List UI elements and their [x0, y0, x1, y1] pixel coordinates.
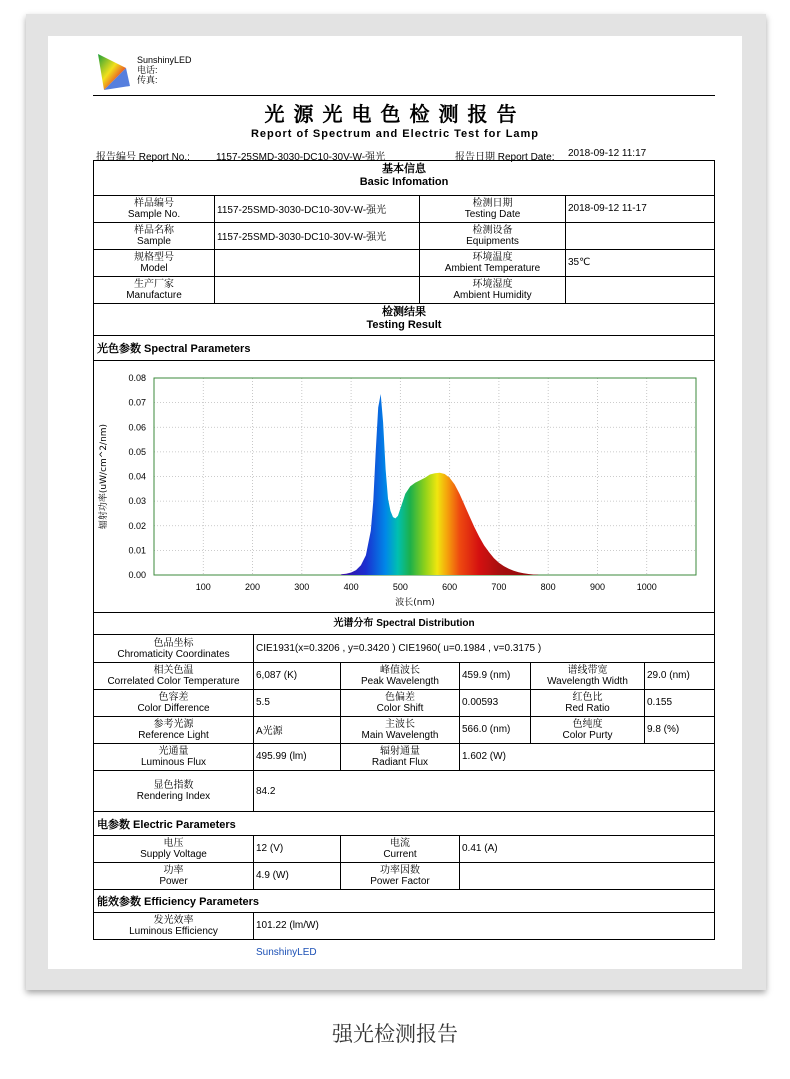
current-label [341, 835, 459, 862]
header-divider [93, 95, 715, 96]
divider [419, 195, 420, 303]
radiant-flux-value: 1.602 (W) [462, 751, 506, 762]
power-label-en: Power [159, 875, 188, 887]
divider [459, 835, 460, 889]
x-tick-label: 700 [491, 582, 507, 592]
divider [253, 912, 254, 939]
basic-label-en: Ambient Temperature [444, 262, 541, 274]
divider [93, 222, 715, 223]
basic-title-en: Basic Infomation [359, 176, 449, 188]
divider [459, 662, 460, 770]
basic-label-en: Sample No. [127, 208, 181, 220]
param-label-en: Reference Light [138, 729, 209, 741]
param-label [341, 662, 459, 689]
divider [253, 635, 254, 811]
x-tick-label: 800 [540, 582, 556, 592]
param-label [531, 716, 644, 743]
param-label [94, 662, 253, 689]
report-no-label: 报告编号 Report No.: [96, 152, 190, 163]
param-label-en: Wavelength Width [547, 675, 628, 687]
basic-label-en: Equipments [466, 235, 519, 247]
spectral-section-title: 光色参数 Spectral Parameters [97, 343, 251, 355]
flux-label [94, 743, 253, 770]
report-title-en: Report of Spectrum and Electric Test for Lamp [250, 128, 540, 140]
power-factor-label-cn: 功率因数 [380, 864, 420, 876]
param-label [341, 716, 459, 743]
basic-label [94, 222, 214, 249]
flux-label-cn: 光通量 [158, 745, 189, 757]
efficiency-value: 101.22 (lm/W) [256, 920, 319, 931]
y-tick-label: 0.02 [128, 520, 146, 531]
basic-label-en: Manufacture [126, 289, 182, 301]
x-axis-label: 波长(nm) [395, 598, 435, 608]
x-tick-label: 300 [294, 582, 310, 592]
basic-label-cn: 检测日期 [472, 197, 513, 209]
param-label [341, 689, 459, 716]
chromaticity-label-cn: 色品坐标 [153, 637, 194, 649]
basic-info-header [94, 163, 714, 189]
basic-label-cn: 生产厂家 [134, 278, 174, 290]
param-value: 6,087 (K) [256, 670, 298, 681]
divider [93, 303, 715, 304]
voltage-label-en: Supply Voltage [140, 848, 207, 860]
radiant-flux-label-cn: 辐射通量 [380, 745, 420, 757]
param-value: A光源 [256, 726, 283, 737]
param-label [531, 689, 644, 716]
flux-value: 495.99 (lm) [256, 751, 307, 762]
x-tick-label: 500 [392, 582, 408, 592]
y-tick-label: 0.05 [128, 446, 146, 457]
power-factor-value [460, 862, 712, 889]
basic-value [215, 276, 421, 303]
page-caption: 强光检测报告 [332, 1022, 458, 1046]
param-value: 566.0 (nm) [462, 724, 511, 735]
radiant-flux-label [341, 743, 459, 770]
fax-label: 传真: [137, 75, 158, 85]
param-value: 0.155 [647, 697, 673, 708]
param-label-cn: 峰值波长 [380, 664, 420, 676]
param-label-en: Color Shift [376, 702, 424, 714]
report-date-label: 报告日期 Report Date: [455, 152, 555, 163]
phone-label: 电话: [137, 65, 158, 75]
basic-value: 1157-25SMD-3030-DC10-30V-W-强光 [217, 205, 387, 216]
param-label-cn: 色偏差 [385, 691, 415, 703]
y-tick-label: 0.01 [128, 545, 146, 556]
param-label-cn: 谱线带宽 [567, 664, 608, 676]
x-tick-label: 400 [343, 582, 359, 592]
y-tick-label: 0.03 [128, 496, 146, 507]
basic-label [420, 222, 565, 249]
param-value: 9.8 (%) [647, 724, 680, 735]
divider [93, 276, 715, 277]
x-tick-label: 200 [245, 582, 261, 592]
chromaticity-label [94, 635, 253, 662]
chromaticity-value: CIE1931(x=0.3206 , y=0.3420 ) CIE1960( u=0.1984 , v=0.3175 ) [256, 643, 542, 654]
chromaticity-label-en: Chromaticity Coordinates [117, 648, 230, 660]
power-label [94, 862, 253, 889]
footer-brand: SunshinyLED [256, 947, 317, 958]
divider [644, 662, 645, 743]
param-label-cn: 主波长 [385, 718, 415, 730]
power-label-cn: 功率 [163, 864, 184, 876]
basic-label-cn: 环境温度 [472, 251, 513, 263]
divider [340, 835, 341, 889]
result-title-cn: 检测结果 [382, 306, 426, 318]
y-axis-label: 辐射功率(uW/cm^2/nm) [99, 423, 109, 530]
rendering-value: 84.2 [256, 785, 276, 797]
basic-title-cn: 基本信息 [382, 163, 426, 175]
param-label-cn: 参考光源 [153, 718, 194, 730]
current-value: 0.41 (A) [462, 843, 498, 854]
y-tick-label: 0.00 [128, 570, 146, 580]
basic-value [566, 276, 714, 303]
basic-value: 2018-09-12 11-17 [568, 203, 647, 214]
param-label-cn: 相关色温 [153, 664, 194, 676]
x-tick-label: 1000 [636, 582, 657, 592]
param-label-cn: 色容差 [158, 691, 189, 703]
x-tick-label: 100 [195, 582, 211, 592]
basic-label [94, 276, 214, 303]
basic-label-en: Ambient Humidity [453, 289, 532, 301]
basic-label-cn: 环境湿度 [472, 278, 513, 290]
basic-label-cn: 规格型号 [134, 251, 174, 263]
power-factor-label-en: Power Factor [370, 875, 430, 887]
power-value: 4.9 (W) [256, 870, 289, 881]
param-label [531, 662, 644, 689]
basic-label-cn: 样品名称 [134, 224, 174, 236]
param-label [94, 716, 253, 743]
radiant-flux-label-en: Radiant Flux [371, 756, 429, 768]
basic-label-cn: 样品编号 [134, 197, 174, 209]
flux-label-en: Luminous Flux [140, 756, 207, 768]
basic-label [94, 249, 214, 276]
divider [93, 612, 715, 613]
basic-value: 1157-25SMD-3030-DC10-30V-W-强光 [217, 232, 387, 243]
report-no: 1157-25SMD-3030-DC10-30V-W-强光 [216, 152, 386, 163]
basic-label-cn: 检测设备 [472, 224, 513, 236]
company-logo [94, 46, 134, 96]
param-value: 459.9 (nm) [462, 670, 511, 681]
param-value: 5.5 [256, 697, 270, 708]
power-factor-label [341, 862, 459, 889]
basic-label [420, 195, 565, 222]
param-label-en: Color Purty [562, 729, 613, 741]
current-label-cn: 电流 [390, 837, 410, 849]
divider [340, 662, 341, 770]
basic-label [94, 195, 214, 222]
y-tick-label: 0.08 [128, 373, 146, 383]
basic-value [215, 249, 421, 276]
basic-label [420, 249, 565, 276]
testing-result-header [94, 306, 714, 332]
basic-label-en: Sample [137, 235, 171, 247]
spectrum-area [341, 394, 538, 575]
divider [214, 195, 215, 303]
rendering-label-cn: 显色指数 [153, 780, 194, 791]
basic-value [566, 222, 714, 249]
voltage-value: 12 (V) [256, 843, 284, 854]
company-info [137, 55, 192, 85]
param-label [94, 689, 253, 716]
basic-label-en: Testing Date [464, 208, 521, 220]
current-label-en: Current [383, 848, 417, 860]
param-label-en: Correlated Color Temperature [107, 675, 240, 687]
param-value: 0.00593 [462, 697, 499, 708]
divider [93, 249, 715, 250]
param-label-cn: 红色比 [572, 691, 603, 703]
report-title-cn: 光源光电色检测报告 [264, 102, 526, 126]
param-value: 29.0 (nm) [647, 670, 690, 681]
efficiency-label [94, 912, 253, 939]
voltage-label [94, 835, 253, 862]
param-label-en: Red Ratio [565, 702, 610, 714]
basic-label-en: Model [140, 262, 168, 274]
basic-label [420, 276, 565, 303]
voltage-label-cn: 电压 [163, 837, 184, 849]
rendering-label-en: Rendering Index [136, 791, 211, 802]
distribution-title: 光谱分布 Spectral Distribution [333, 618, 475, 629]
divider [253, 835, 254, 889]
divider [530, 662, 531, 743]
param-label-en: Peak Wavelength [360, 675, 439, 687]
param-label-en: Main Wavelength [361, 729, 439, 741]
efficiency-label-cn: 发光效率 [153, 914, 194, 926]
basic-value: 35℃ [568, 257, 591, 268]
divider [565, 195, 566, 303]
param-label-en: Color Difference [137, 702, 210, 714]
y-tick-label: 0.04 [128, 471, 146, 482]
x-tick-label: 600 [442, 582, 458, 592]
company-name: SunshinyLED [137, 55, 192, 65]
report-date: 2018-09-12 11:17 [568, 148, 647, 159]
result-title-en: Testing Result [366, 319, 442, 331]
x-tick-label: 900 [589, 582, 605, 592]
rendering-label [94, 771, 253, 811]
y-tick-label: 0.07 [128, 397, 146, 408]
efficiency-label-en: Luminous Efficiency [129, 925, 218, 937]
efficiency-section-title: 能效参数 Efficiency Parameters [97, 896, 260, 908]
y-tick-label: 0.06 [128, 422, 146, 433]
spectrum-chart [94, 360, 714, 612]
electric-section-title: 电参数 Electric Parameters [97, 818, 236, 831]
param-label-cn: 色纯度 [572, 718, 603, 730]
